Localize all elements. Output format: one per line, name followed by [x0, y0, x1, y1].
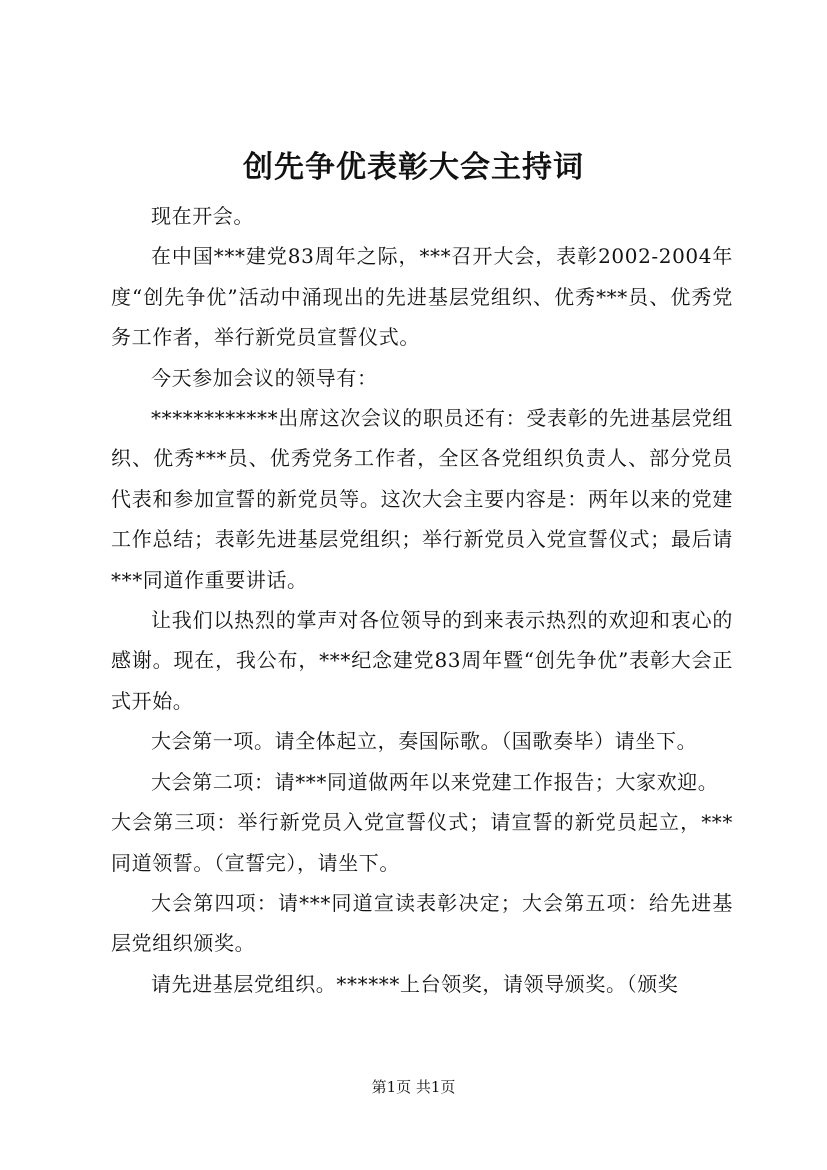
- paragraph-item-three: 大会第三项：举行新党员入党宣誓仪式；请宣誓的新党员起立，***同道领誓。（宣誓完），请坐下。: [111, 810, 733, 875]
- paragraph-introduction: 在中国***建党83周年之际，***召开大会，表彰2002-2004年度“创先争优”活动中涌现出的先进基层党组织、优秀***员、优秀党务工作者，举行新党员宣誓仪式。: [111, 244, 733, 350]
- paragraph-award: 请先进基层党组织。******上台领奖，请领导颁奖。（颁奖: [151, 971, 679, 996]
- paragraph-item-four-five: 大会第四项：请***同道宣读表彰决定；大会第五项：给先进基层党组织颁奖。: [111, 890, 733, 956]
- document-title: 创先争优表彰大会主持词: [243, 150, 584, 185]
- paragraph-attendees: ************出席这次会议的职员还有：受表彰的先进基层党组织、优秀***员、优秀党务工作者，全区各党组织负责人、部分党员代表和参加宣誓的新党员等。这次大会主要内容是：两年以来的党建工作总结；表彰先进基层党组织；举行新党员入党宣誓仪式；最后请***同道作重要讲话。: [111, 406, 733, 592]
- paragraph-item-two: 大会第二项：请***同道做两年以来党建工作报告；大家欢迎。: [151, 769, 719, 794]
- paragraph-opening: 现在开会。: [151, 204, 254, 228]
- paragraph-leaders: 今天参加会议的领导有：: [151, 365, 378, 390]
- document-body: [111, 196, 733, 1004]
- page-footer: 第1页 共1页: [371, 1078, 456, 1096]
- paragraph-item-one: 大会第一项。请全体起立，奏国际歌。（国歌奏毕）请坐下。: [151, 729, 698, 754]
- paragraph-welcome: 让我们以热烈的掌声对各位领导的到来表示热烈的欢迎和衷心的感谢。现在，我公布，***纪念建党83周年暨“创先争优”表彰大会正式开始。: [111, 608, 733, 713]
